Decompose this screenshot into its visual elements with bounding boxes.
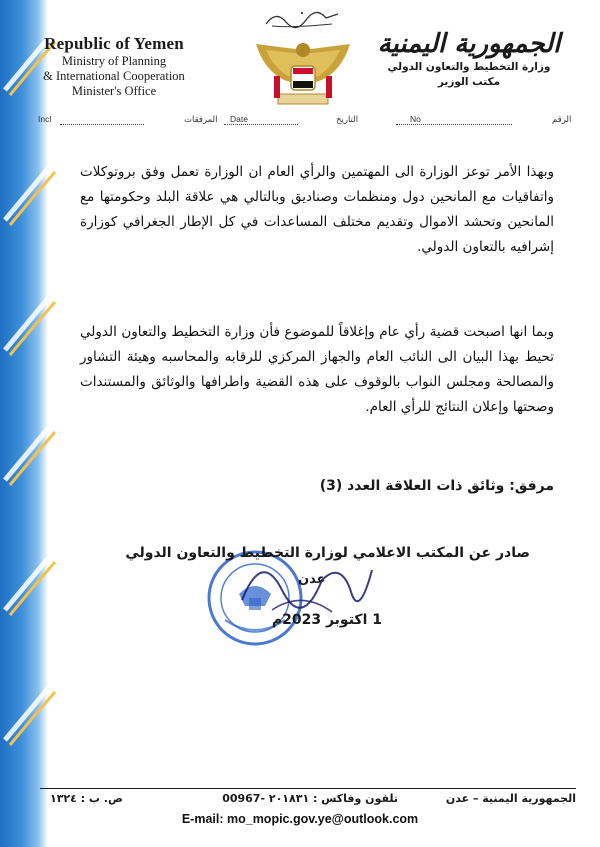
sidebar-ornament-icon <box>0 280 60 360</box>
footer-address: الجمهورية اليمنية – عدن <box>445 792 576 805</box>
issue-date: 1 اكتوبر 2023م <box>271 612 382 628</box>
ministry-line-2: & International Cooperation <box>43 69 185 83</box>
footer-email: E-mail: mo_mopic.gov.ye@outlook.com <box>181 812 419 826</box>
date-label-ar: التاريخ <box>336 114 359 124</box>
yemen-eagle-emblem-icon <box>248 36 358 114</box>
attachments-label-ar: المرفقات <box>184 114 218 124</box>
body-paragraph-1: وبهذا الأمر توعز الوزارة الى المهتمين والرأي العام ان الوزارة تعمل وفق بروتوكلات واتفاقيات مع المانحين دول ومنظمات وصناديق وبالتالي هي علاقة البلد وحكومتها مع المانحين وتحشد الاموال وتقديم مختلف المساعدات في كل الإطار الجغرافي كوزارة إشرافيه بالتعاون الدولي. <box>80 164 554 255</box>
english-letterhead <box>34 34 194 99</box>
ministers-office-ar: مكتب الوزير <box>437 76 501 88</box>
no-label-en: No <box>410 114 421 124</box>
dotted-rule <box>60 124 144 125</box>
footer-pobox: ص. ب : ١٣٢٤ <box>50 792 123 805</box>
date-label-en: Date <box>230 114 248 124</box>
ministry-line-1: Ministry of Planning <box>61 54 167 68</box>
arabic-letterhead <box>374 28 564 90</box>
sidebar-ornament-icon <box>0 410 60 490</box>
country-name-ar: الجمهورية اليمنية <box>377 29 561 59</box>
sidebar-ornament-icon <box>0 150 60 230</box>
dotted-rule <box>396 124 512 125</box>
reference-line <box>36 112 576 128</box>
ministry-line-3: Minister's Office <box>71 84 157 98</box>
issue-city: عدن <box>298 572 326 587</box>
attachment-note: مرفق: وثائق ذات العلاقة العدد (3) <box>319 478 554 494</box>
footer-divider <box>40 788 576 789</box>
body-paragraph-2: وبما انها اصبحت قضية رأي عام وإغلاقاً للموضوع فأن وزارة التخطيط والتعاون الدولي تحيط بهذا البيان الى النائب العام والجهاز المركزي للرقابه والمحاسبه وهيئة التشاور والمصالحة ومجلس النواب بالوقوف على هذه القضية واطرافها والوثائق والمستندات وصحتها وإعلان النتائج للرأي العام. <box>80 324 554 415</box>
basmala-calligraphy <box>262 6 342 30</box>
footer-phone: تلفون وفاكس : ٢٠١٨٣١ -00967 <box>222 792 398 805</box>
signature-icon <box>232 540 382 630</box>
ref-label-ar: الرقم <box>552 114 572 124</box>
sidebar-ornament-icon <box>0 670 60 750</box>
country-name-en: Republic of Yemen <box>44 34 184 53</box>
footer-contact <box>40 792 576 812</box>
sidebar-ornament-icon <box>0 540 60 620</box>
issued-by-line: صادر عن المكتب الاعلامي لوزارة التخطيط والتعاون الدولي <box>125 545 530 561</box>
ministry-name-ar: وزارة التخطيط والتعاون الدولي <box>387 61 551 73</box>
dotted-rule <box>224 124 298 125</box>
incl-label: Incl <box>38 114 52 124</box>
